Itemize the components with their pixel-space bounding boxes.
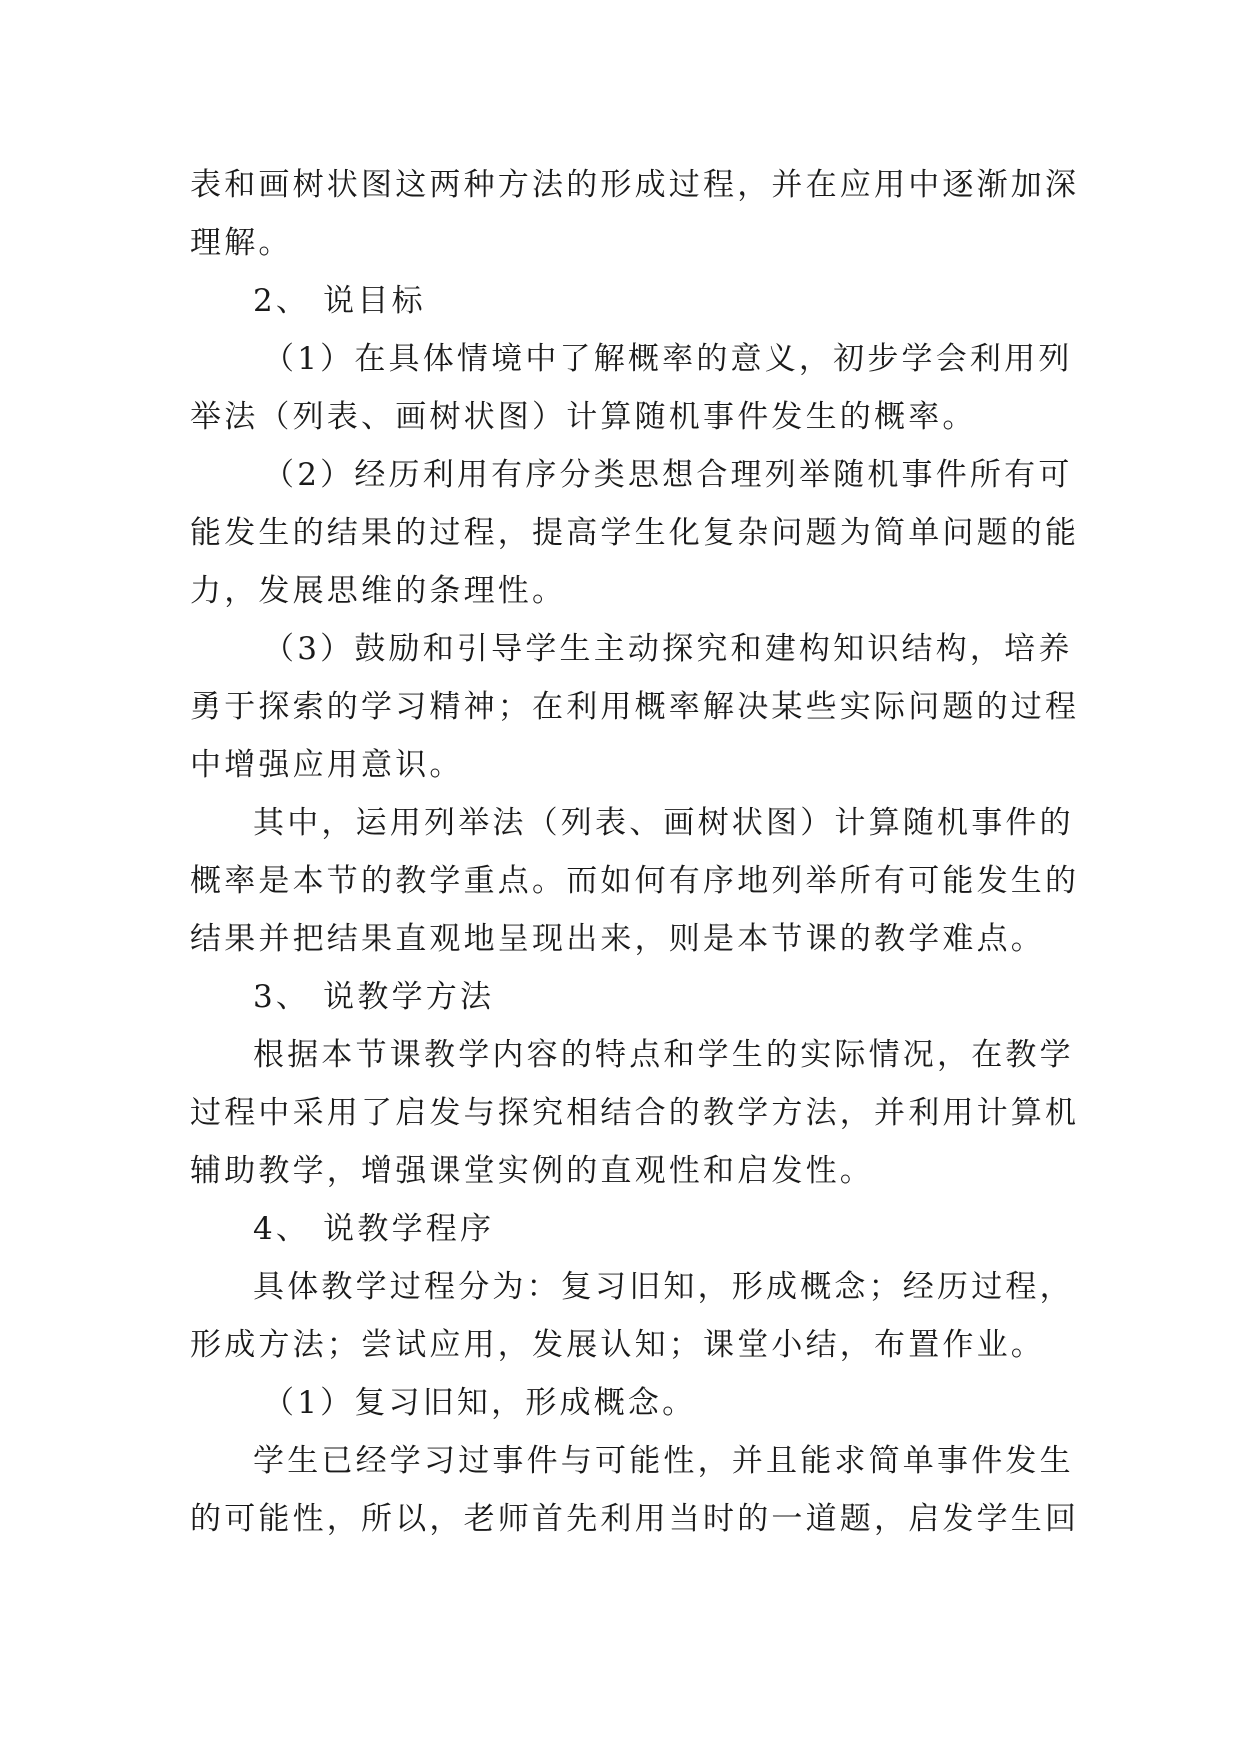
section-heading: 4、 说教学程序 (253, 1211, 495, 1247)
text-line: 勇于探索的学习精神；在利用概率解决某些实际问题的过程 (190, 689, 1080, 725)
text-line: 能发生的结果的过程，提高学生化复杂问题为简单问题的能 (190, 515, 1080, 551)
text-line: 过程中采用了启发与探究相结合的教学方法，并利用计算机 (190, 1095, 1080, 1131)
text-line: 结果并把结果直观地呈现出来，则是本节课的教学难点。 (190, 921, 1045, 957)
text-line: （1）复习旧知，形成概念。 (263, 1385, 697, 1421)
text-line: 中增强应用意识。 (190, 747, 464, 783)
text-line: （3）鼓励和引导学生主动探究和建构知识结构，培养 (263, 631, 1073, 667)
section-heading: 3、 说教学方法 (253, 979, 495, 1015)
text-line: 形成方法；尝试应用，发展认知；课堂小结，布置作业。 (190, 1327, 1045, 1363)
text-line: （1）在具体情境中了解概率的意义，初步学会利用列 (263, 341, 1073, 377)
text-line: （2）经历利用有序分类思想合理列举随机事件所有可 (263, 457, 1073, 493)
section-heading: 2、 说目标 (253, 283, 426, 319)
text-line: 根据本节课教学内容的特点和学生的实际情况，在教学 (253, 1037, 1074, 1073)
text-line: 辅助教学，增强课堂实例的直观性和启发性。 (190, 1153, 874, 1189)
text-line: 理解。 (190, 225, 293, 261)
text-line: 举法（列表、画树状图）计算随机事件发生的概率。 (190, 399, 977, 435)
text-line: 的可能性，所以，老师首先利用当时的一道题，启发学生回 (190, 1501, 1080, 1537)
text-line: 其中，运用列举法（列表、画树状图）计算随机事件的 (253, 805, 1074, 841)
text-line: 概率是本节的教学重点。而如何有序地列举所有可能发生的 (190, 863, 1080, 899)
text-line: 具体教学过程分为：复习旧知，形成概念；经历过程， (253, 1269, 1074, 1305)
text-line: 表和画树状图这两种方法的形成过程，并在应用中逐渐加深 (190, 167, 1080, 203)
text-line: 学生已经学习过事件与可能性，并且能求简单事件发生 (253, 1443, 1074, 1479)
text-line: 力，发展思维的条理性。 (190, 573, 567, 609)
